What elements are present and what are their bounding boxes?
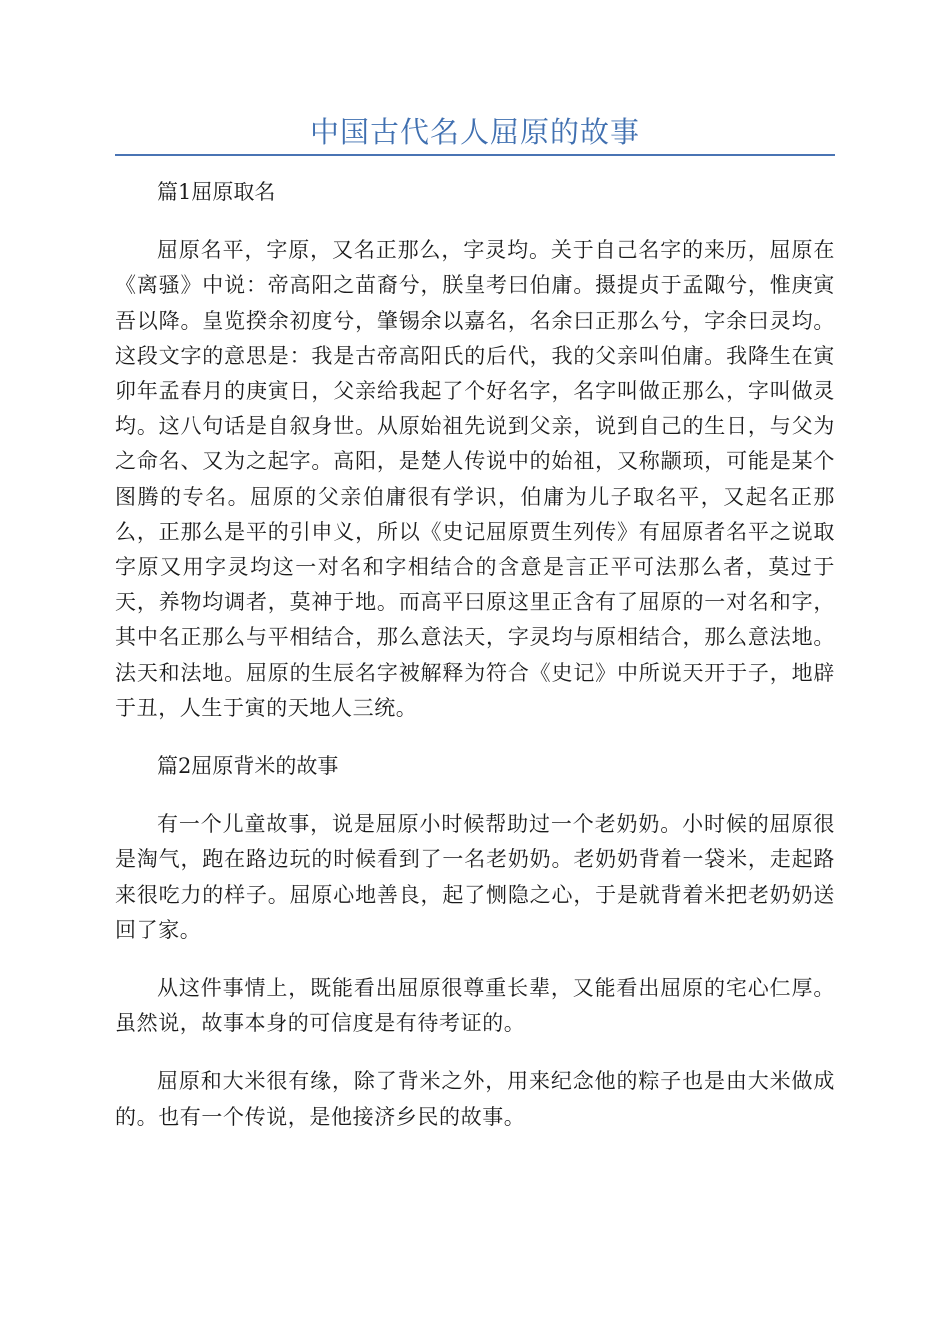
section-2-paragraph-1: 有一个儿童故事，说是屈原小时候帮助过一个老奶奶。小时候的屈原很是淘气，跑在路边玩的时候看到了一名老奶奶。老奶奶背着一袋米，走起路来很吃力的样子。屈原心地善良，起了恻隐之心，于是就背着米把老奶奶送回了家。	[115, 812, 835, 942]
document-title: 中国古代名人屈原的故事	[309, 115, 640, 149]
section-1-paragraph-1: 屈原名平，字原，又名正那么，字灵均。关于自己名字的来历，屈原在《离骚》中说：帝高阳之苗裔兮，朕皇考曰伯庸。摄提贞于孟陬兮，惟庚寅吾以降。皇览揆余初度兮，肇锡余以嘉名，名余曰正那么兮，字余曰灵均。这段文字的意思是：我是古帝高阳氏的后代，我的父亲叫伯庸。我降生在寅卯年孟春月的庚寅日，父亲给我起了个好名字，名字叫做正那么，字叫做灵均。这八句话是自叙身世。从原始祖先说到父亲，说到自己的生日，与父为之命名、又为之起字。高阳，是楚人传说中的始祖，又称颛顼，可能是某个图腾的专名。屈原的父亲伯庸很有学识，伯庸为儿子取名平，又起名正那么，正那么是平的引申义，所以《史记屈原贾生列传》有屈原者名平之说取字原又用字灵均这一对名和字相结合的含意是言正平可法那么者，莫过于天，养物均调者，莫神于地。而高平曰原这里正含有了屈原的一对名和字，其中名正那么与平相结合，那么意法天，字灵均与原相结合，那么意法地。法天和法地。屈原的生辰名字被解释为符合《史记》中所说天开于子，地辟于丑，人生于寅的天地人三统。	[115, 238, 835, 720]
section-heading-2: 篇2屈原背米的故事	[157, 754, 339, 779]
section-heading-1: 篇1屈原取名	[157, 180, 276, 204]
section-2-paragraph-2: 从这件事情上，既能看出屈原很尊重长辈，又能看出屈原的宅心仁厚。虽然说，故事本身的可信度是有待考证的。	[115, 976, 835, 1036]
title-underline	[115, 154, 835, 156]
section-2-paragraph-3: 屈原和大米很有缘，除了背米之外，用来纪念他的粽子也是由大米做成的。也有一个传说，是他接济乡民的故事。	[115, 1069, 835, 1129]
document-body	[115, 175, 835, 1135]
